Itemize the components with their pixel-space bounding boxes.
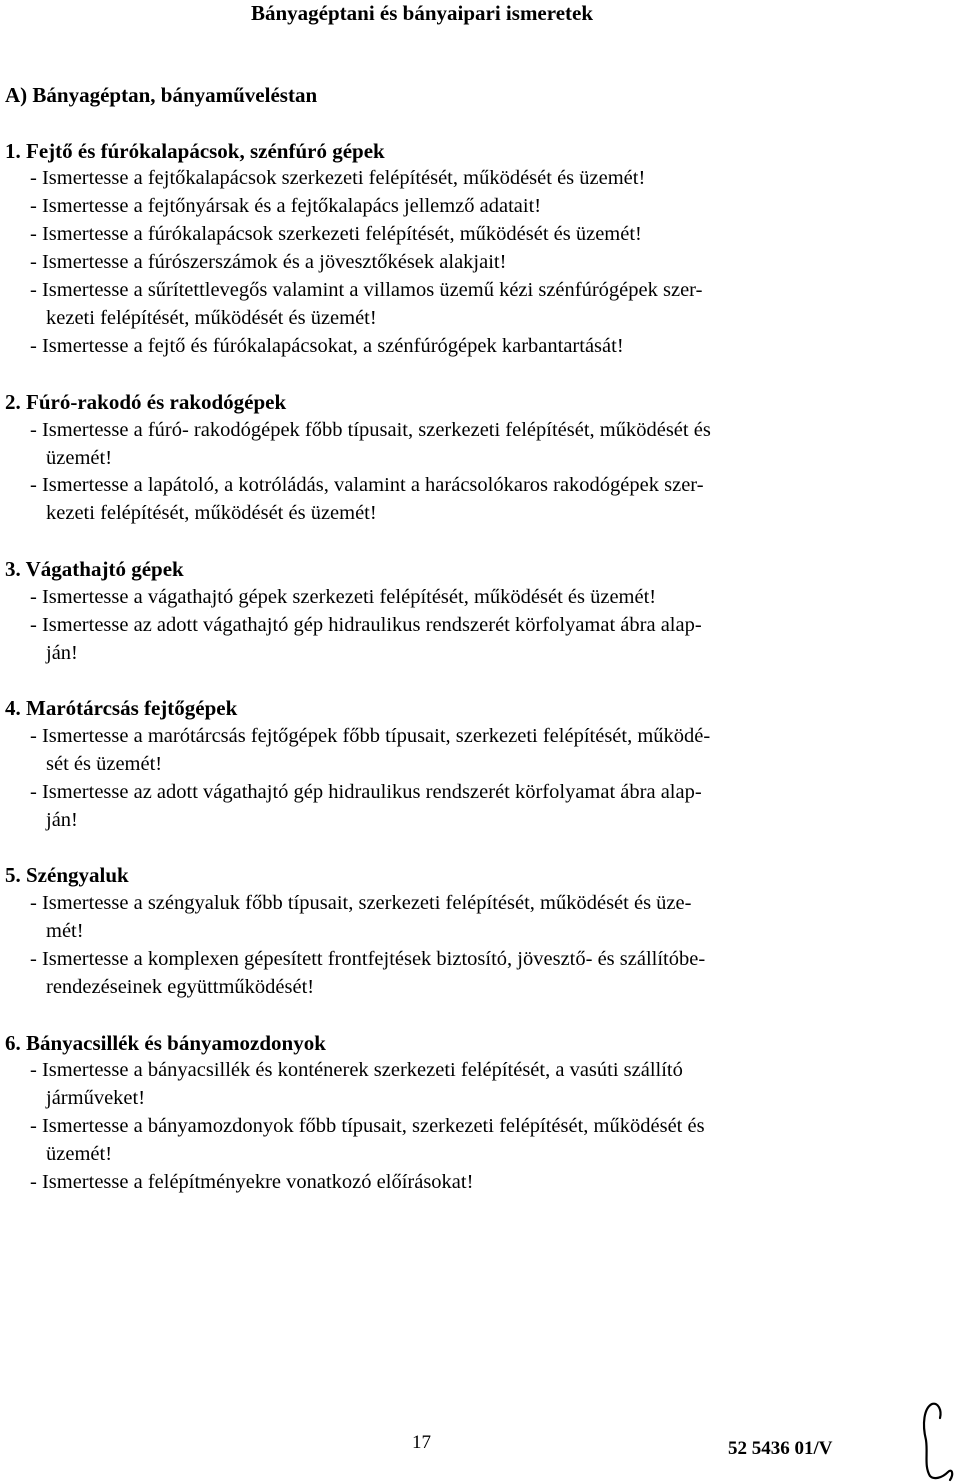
list-item: - Ismertesse az adott vágathajtó gép hidraulikus rendszerét körfolyamat ábra alap- (30, 781, 702, 803)
list-item-continuation: kezeti felépítését, működését és üzemét! (46, 307, 377, 329)
list-item: - Ismertesse az adott vágathajtó gép hidraulikus rendszerét körfolyamat ábra alap- (30, 614, 702, 636)
list-item: - Ismertesse a széngyaluk főbb típusait, szerkezeti felépítését, működését és üze- (30, 892, 692, 914)
list-item: - Ismertesse a sűrítettlevegős valamint a villamos üzemű kézi szénfúrógépek szer- (30, 279, 703, 301)
list-item-continuation: járműveket! (46, 1087, 146, 1109)
list-item: - Ismertesse a fejtőnyársak és a fejtőkalapács jellemző adatait! (30, 195, 542, 217)
list-item: - Ismertesse a bányacsillék és konténerek szerkezeti felépítését, a vasúti szállító (30, 1059, 683, 1081)
list-item: - Ismertesse a felépítményekre vonatkozó előírásokat! (30, 1171, 474, 1193)
list-item: - Ismertesse a fúrószerszámok és a jövesztőkések alakjait! (30, 251, 507, 273)
list-item-continuation: ján! (46, 642, 78, 664)
list-item: - Ismertesse a fúró- rakodógépek főbb típusait, szerkezeti felépítését, működését és (30, 419, 711, 441)
signature-mark (918, 1400, 958, 1484)
list-item: - Ismertesse a fejtő és fúrókalapácsokat, a szénfúrógépek karbantartását! (30, 335, 624, 357)
list-item-continuation: ján! (46, 809, 78, 831)
page-number: 17 (412, 1432, 431, 1453)
section-heading-5: 5. Széngyaluk (5, 863, 129, 887)
section-heading-6: 6. Bányacsillék és bányamozdonyok (5, 1031, 326, 1055)
list-item-continuation: rendezéseinek együttműködését! (46, 976, 315, 998)
list-item: - Ismertesse a fúrókalapácsok szerkezeti felépítését, működését és üzemét! (30, 223, 642, 245)
document-code: 52 5436 01/V (728, 1438, 833, 1459)
list-item-continuation: sét és üzemét! (46, 753, 163, 775)
list-item: - Ismertesse a lapátoló, a kotróládás, valamint a harácsolókaros rakodógépek szer- (30, 474, 704, 496)
list-item-continuation: mét! (46, 920, 84, 942)
section-heading-1: 1. Fejtő és fúrókalapácsok, szénfúró gépek (5, 139, 385, 163)
list-item-continuation: üzemét! (46, 1143, 113, 1165)
part-heading: A) Bányagéptan, bányaműveléstan (5, 83, 318, 107)
list-item-continuation: kezeti felépítését, működését és üzemét! (46, 502, 377, 524)
section-heading-3: 3. Vágathajtó gépek (5, 557, 184, 581)
section-heading-2: 2. Fúró-rakodó és rakodógépek (5, 390, 287, 414)
list-item-continuation: üzemét! (46, 447, 113, 469)
list-item: - Ismertesse a komplexen gépesített frontfejtések biztosító, jövesztő- és szállítóbe- (30, 948, 706, 970)
list-item: - Ismertesse a marótárcsás fejtőgépek főbb típusait, szerkezeti felépítését, működé- (30, 725, 711, 747)
section-heading-4: 4. Marótárcsás fejtőgépek (5, 696, 238, 720)
list-item: - Ismertesse a fejtőkalapácsok szerkezeti felépítését, működését és üzemét! (30, 167, 646, 189)
list-item: - Ismertesse a bányamozdonyok főbb típusait, szerkezeti felépítését, működését és (30, 1115, 705, 1137)
page-title: Bányagéptani és bányaipari ismeretek (250, 1, 594, 25)
list-item: - Ismertesse a vágathajtó gépek szerkezeti felépítését, működését és üzemét! (30, 586, 657, 608)
